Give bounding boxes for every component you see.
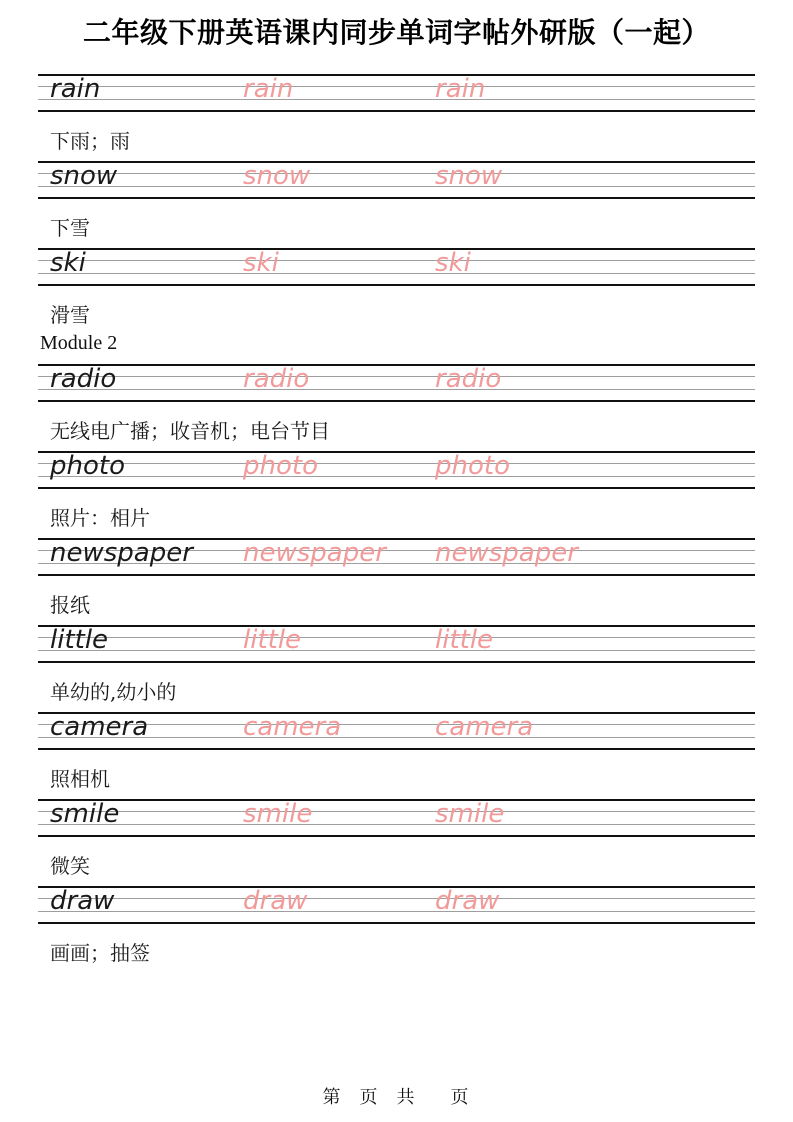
word-trace-1: draw: [243, 886, 308, 916]
word-meaning: 滑雪: [50, 303, 90, 327]
word-meaning: 画画；抽签: [50, 941, 150, 965]
word-entry-ski: [38, 248, 755, 325]
handwriting-guide: [38, 161, 755, 199]
word-trace-1: little: [243, 625, 302, 655]
word-trace-1: snow: [243, 161, 311, 191]
page-footer: 第 页 共 页: [322, 1087, 471, 1107]
word-entry-little: [38, 625, 755, 702]
word-sample: photo: [50, 451, 125, 481]
word-entry-smile: [38, 799, 755, 876]
page-title: 二年级下册英语课内同步单词字帖外研版（一起）: [82, 17, 710, 48]
word-entry-camera: [38, 712, 755, 789]
word-meaning: 微笑: [50, 854, 90, 878]
word-trace-2: camera: [435, 712, 534, 742]
handwriting-guide: [38, 248, 755, 286]
word-meaning: 下雨；雨: [50, 129, 130, 153]
word-trace-1: photo: [243, 451, 318, 481]
word-entry-draw: [38, 886, 755, 963]
word-meaning: 报纸: [50, 593, 90, 617]
word-meaning: 单幼的,幼小的: [50, 680, 177, 704]
word-entry-photo: [38, 451, 755, 528]
word-meaning: 照相机: [50, 767, 110, 791]
word-sample: camera: [50, 712, 149, 742]
word-entry-snow: [38, 161, 755, 238]
handwriting-guide: [38, 886, 755, 924]
word-entry-radio: [38, 364, 755, 441]
module-heading: Module 2: [40, 332, 118, 354]
word-sample: draw: [50, 886, 115, 916]
word-trace-2: ski: [435, 248, 471, 278]
word-trace-1: rain: [243, 74, 294, 104]
word-meaning: 下雪: [50, 216, 90, 240]
word-meaning: 无线电广播；收音机；电台节目: [50, 419, 330, 443]
word-trace-2: newspaper: [435, 538, 578, 568]
word-trace-2: draw: [435, 886, 500, 916]
word-trace-1: ski: [243, 248, 279, 278]
word-trace-2: smile: [435, 799, 505, 829]
handwriting-guide: [38, 451, 755, 489]
word-trace-1: smile: [243, 799, 313, 829]
word-meaning: 照片：相片: [50, 506, 150, 530]
word-trace-1: camera: [243, 712, 342, 742]
word-sample: snow: [50, 161, 118, 191]
handwriting-guide: [38, 625, 755, 663]
handwriting-guide: [38, 74, 755, 112]
word-trace-2: rain: [435, 74, 486, 104]
handwriting-guide: [38, 799, 755, 837]
handwriting-guide: [38, 364, 755, 402]
word-trace-2: snow: [435, 161, 503, 191]
word-trace-1: radio: [243, 364, 310, 394]
word-sample: little: [50, 625, 109, 655]
handwriting-guide: [38, 712, 755, 750]
word-entry-newspaper: [38, 538, 755, 615]
word-list: [38, 74, 755, 963]
word-trace-2: little: [435, 625, 494, 655]
word-trace-1: newspaper: [243, 538, 386, 568]
word-sample: radio: [50, 364, 117, 394]
word-trace-2: radio: [435, 364, 502, 394]
word-trace-2: photo: [435, 451, 510, 481]
word-sample: ski: [50, 248, 86, 278]
word-sample: smile: [50, 799, 120, 829]
handwriting-guide: [38, 538, 755, 576]
word-entry-rain: [38, 74, 755, 151]
word-sample: newspaper: [50, 538, 193, 568]
word-sample: rain: [50, 74, 101, 104]
